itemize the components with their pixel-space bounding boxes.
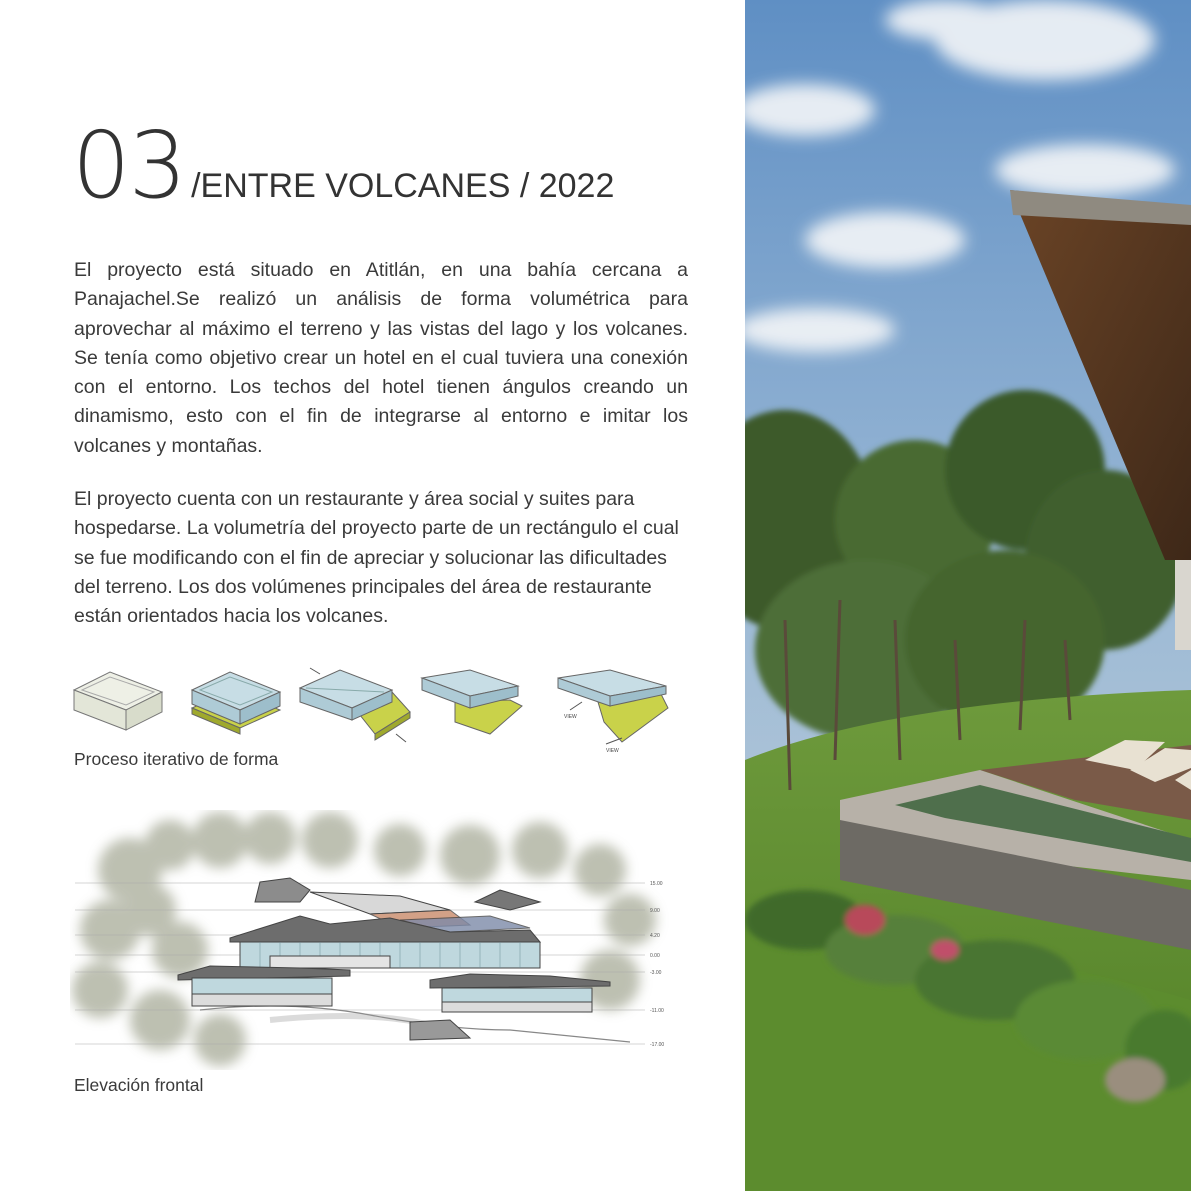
svg-text:-17.00: -17.00 [650, 1042, 665, 1048]
svg-text:-3.00: -3.00 [650, 970, 662, 976]
hotel-render-image [745, 0, 1191, 1191]
elevation-lower-suites-right [430, 974, 610, 1012]
diagram-caption: Proceso iterativo de forma [74, 749, 279, 769]
svg-text:4.20: 4.20 [650, 933, 660, 939]
form-step-2 [192, 672, 280, 734]
project-number: 03 [72, 112, 186, 219]
view-label-1: VIEW [564, 714, 577, 720]
elevation-level-labels [650, 881, 664, 1048]
svg-text:0.00: 0.00 [650, 953, 660, 959]
view-label-2: VIEW [606, 748, 619, 752]
form-step-3 [300, 668, 410, 742]
svg-text:9.00: 9.00 [650, 908, 660, 914]
form-iteration-diagrams [70, 662, 680, 752]
elevation-base-volume [410, 1020, 470, 1040]
description-paragraph-2: El proyecto cuenta con un restaurante y área social y suites para hospedarse. La volumetría del proyecto parte de un rectángulo el cual se fue modificando con el fin de apreciar y solucionar las dificultades del terreno. Los dos volúmenes principales del área de restaurante están orientados hacia los volcanes. [74, 488, 679, 628]
render-scene [745, 0, 1191, 1191]
project-title: /ENTRE VOLCANES / 2022 [191, 167, 615, 205]
form-step-4 [422, 670, 522, 734]
svg-text:15.00: 15.00 [650, 881, 663, 887]
frontal-elevation-drawing [70, 810, 670, 1070]
description-paragraph-1: El proyecto está situado en Atitlán, en una bahía cercana a Panajachel.Se realizó un análisis de forma volumétrica para aprovechar al máximo el terreno y las vistas del lago y los volcanes. Se tenía como objetivo crear un hotel en el cual tuviera una conexión con el entorno. Los techos del hotel tienen ángulos creando un dinamismo, esto con el fin de integrarse al entorno e imitar los volcanes y montañas. [74, 259, 688, 457]
form-step-5 [558, 670, 668, 744]
svg-text:-11.00: -11.00 [650, 1008, 664, 1014]
elevation-caption: Elevación frontal [74, 1075, 204, 1095]
form-step-1 [74, 672, 162, 730]
elevation-lower-suites-left [178, 966, 350, 1006]
page-title [72, 112, 614, 219]
